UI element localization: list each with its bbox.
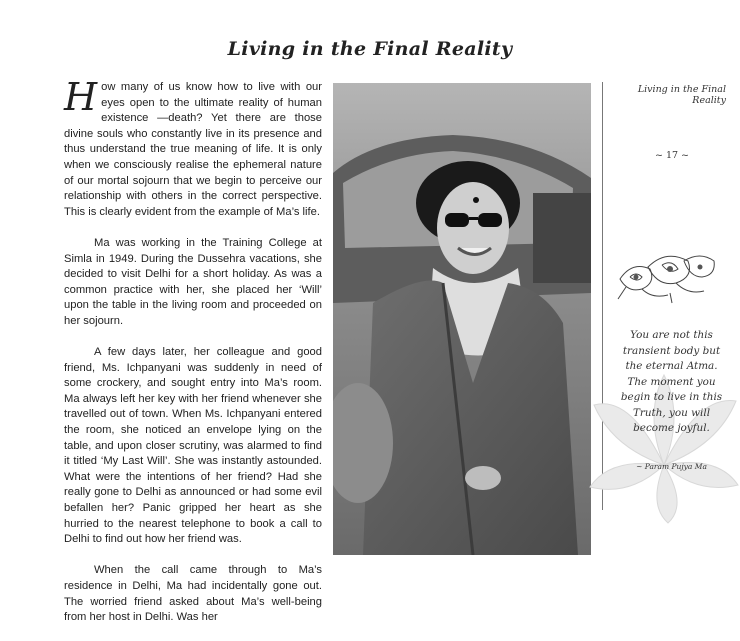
woman-portrait-photo xyxy=(333,83,591,555)
quote-line: The moment you xyxy=(627,375,716,388)
page-number: ~ 17 ~ xyxy=(654,150,690,161)
inspirational-quote xyxy=(614,328,729,437)
quote-author: ~ Param Pujya Ma xyxy=(636,462,707,471)
paragraph-4: When the call came through to Ma’s residence in Delhi, Ma had incidentally gone out. The worried friend asked about Ma’s well-being from her host in Delhi. Was her xyxy=(64,564,322,624)
paragraph-2: Ma was working in the Training College at Simla in 1949. During the Dussehra vacations, she decided to visit Delhi for a short holiday. As was a common practice with her, she placed her ‘Will’ upon the table in the living room and proceeded on her sojourn. xyxy=(64,236,322,327)
portrait-photo xyxy=(333,83,591,555)
quote-line: transient body but xyxy=(622,344,721,357)
paragraph-1-text: ow many of us know how to live with our eyes open to the ultimate reality of human existence —death? Yet there are those divine souls who constantly live in its presence and thus understand the true meaning of life. It is only when we consciously realise the ephemeral nature of our mortal sojourn that we begin to perceive our relationship with others in the correct perspective. This is clearly evident from the example of Ma’s life. xyxy=(64,81,322,218)
quote-line: begin to live in this xyxy=(620,391,723,403)
quote-line: the eternal Atma. xyxy=(625,360,718,372)
drop-cap: H xyxy=(64,75,98,119)
flower-sketch-icon xyxy=(612,243,722,305)
body-text-column xyxy=(64,75,322,641)
paragraph-1 xyxy=(64,75,322,220)
running-header: Living in the Final Reality xyxy=(637,84,726,106)
paragraph-3: A few days later, her colleague and good friend, Ms. Ichpanyani was suddenly in need of some crockery, and sought entry into Ma’s room. Ma always left her key with her friend whenever she travelled out of town. When Ms. Ichpanyani entered the room, she noticed an envelope lying on the table, and upon closer scrutiny, was alarmed to find it titled ‘My Last Will’. She was instantly astounded. What were the intentions of her friend? Had she really gone to Delhi as announced or had some evil befallen her? Panic gripped her heart as she hurried to the nearest telephone to book a call to Delhi to find out how her friend was. xyxy=(64,346,322,546)
quote-line: become joyful. xyxy=(633,422,710,434)
quote-line: You are not this xyxy=(630,329,713,341)
page-title: Living in the Final Reality xyxy=(227,38,513,60)
quote-line: Truth, you will xyxy=(632,406,711,419)
